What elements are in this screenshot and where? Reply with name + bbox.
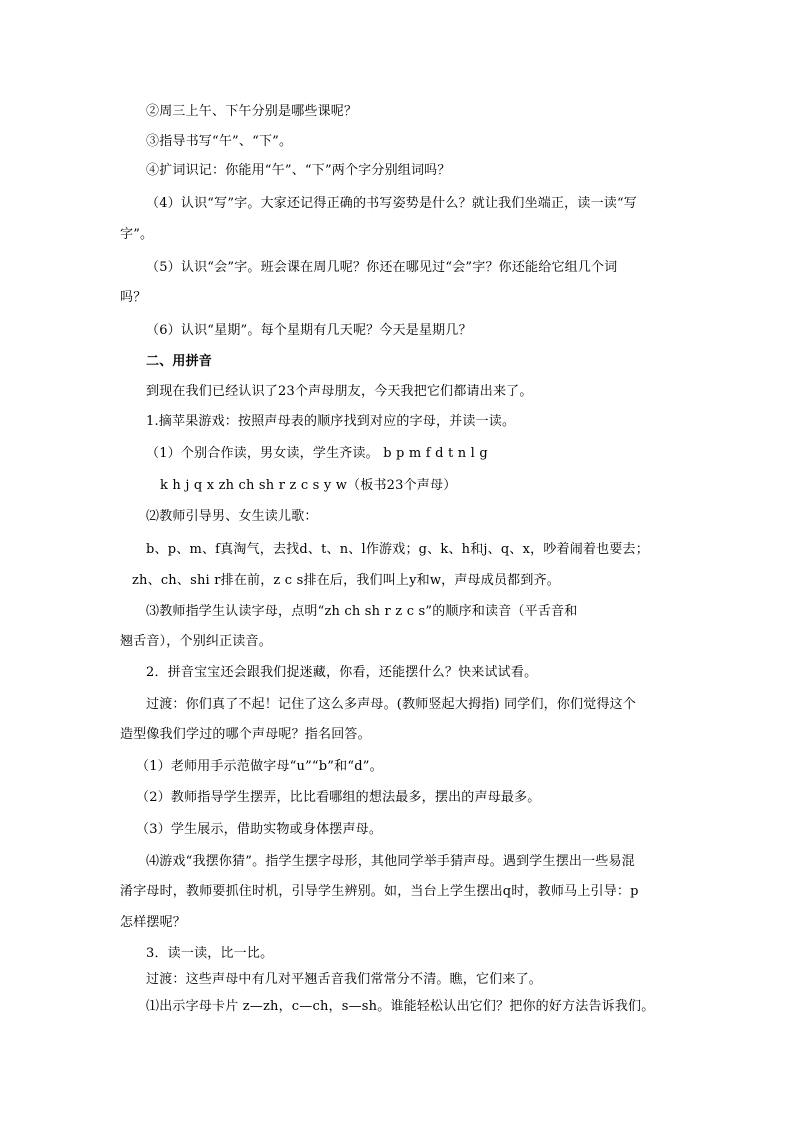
text-line: ⑶教师指学生认读字母，点明“zh ch sh r z c s”的顺序和读音（平舌音和 bbox=[146, 604, 578, 619]
text-line: ⑴出示字母卡片 z—zh，c—ch，s—sh。谁能轻松认出它们？把你的好方法告诉我们。 bbox=[146, 999, 655, 1014]
text-line: （1）个别合作读，男女读，学生齐读。 b p m f d t n l g bbox=[146, 446, 488, 461]
section-heading: 二、用拼音 bbox=[146, 354, 213, 369]
text-line: ③指导书写“午”、“下”。 bbox=[146, 134, 293, 149]
text-line: 翘舌音），个别纠正读音。 bbox=[120, 634, 272, 649]
text-line: k h j q x zh ch sh r z c s y w（板书23个声母） bbox=[160, 478, 457, 493]
text-line: 3．读一读，比一比。 bbox=[146, 946, 274, 961]
text-line: （2）教师指导学生摆弄，比比看哪组的想法最多，摆出的声母最多。 bbox=[136, 790, 541, 805]
text-line: b、p、m、f真淘气，去找d、t、n、l作游戏；g、k、h和j、q、x，吵着闹着也要去； bbox=[146, 542, 649, 557]
text-line: ④扩词识记：你能用“午”、“下”两个字分别组词吗？ bbox=[146, 163, 451, 178]
text-line: ⑵教师引导男、女生读儿歌： bbox=[146, 509, 318, 524]
text-line: zh、ch、shi r排在前，z c s排在后，我们叫上y和w，声母成员都到齐。 bbox=[132, 573, 560, 588]
text-line: 到现在我们已经认识了23个声母朋友，今天我把它们都请出来了。 bbox=[146, 384, 533, 399]
text-line: ②周三上午、下午分别是哪些课呢？ bbox=[146, 104, 358, 119]
text-line: （3）学生展示，借助实物或身体摆声母。 bbox=[136, 822, 383, 837]
text-line: 过渡：这些声母中有几对平翘舌音我们常常分不清。瞧，它们来了。 bbox=[146, 972, 543, 987]
text-line: 怎样摆呢？ bbox=[120, 915, 187, 930]
text-line: （1）老师用手示范做字母“u”“b”和“d”。 bbox=[136, 759, 383, 774]
text-line: 过渡：你们真了不起！记住了这么多声母。(教师竖起大拇指) 同学们，你们觉得这个 bbox=[146, 697, 637, 712]
text-line: （4）认识“写”字。大家还记得正确的书写姿势是什么？就让我们坐端正，读一读“写 bbox=[146, 196, 638, 211]
text-line: 造型像我们学过的哪个声母呢？指名回答。 bbox=[120, 727, 371, 742]
text-line: （5）认识“会”字。班会课在周几呢？你还在哪见过“会”字？你还能给它组几个词 bbox=[146, 260, 618, 275]
text-line: 字”。 bbox=[120, 227, 154, 242]
text-line: 淆字母时，教师要抓住时机，引导学生辨别。如，当台上学生摆出q时，教师马上引导：p bbox=[120, 884, 639, 899]
text-line: 1.摘苹果游戏：按照声母表的顺序找到对应的字母，并读一读。 bbox=[146, 414, 516, 429]
text-line: ⑷游戏“我摆你猜”。指学生摆字母形，其他同学举手猜声母。遇到学生摆出一些易混 bbox=[146, 854, 635, 869]
text-line: 2．拼音宝宝还会跟我们捉迷藏，你看，还能摆什么？快来试试看。 bbox=[146, 665, 538, 680]
text-line: 吗？ bbox=[120, 290, 147, 305]
text-line: （6）认识“星期”。每个星期有几天呢？今天是星期几？ bbox=[146, 323, 472, 338]
